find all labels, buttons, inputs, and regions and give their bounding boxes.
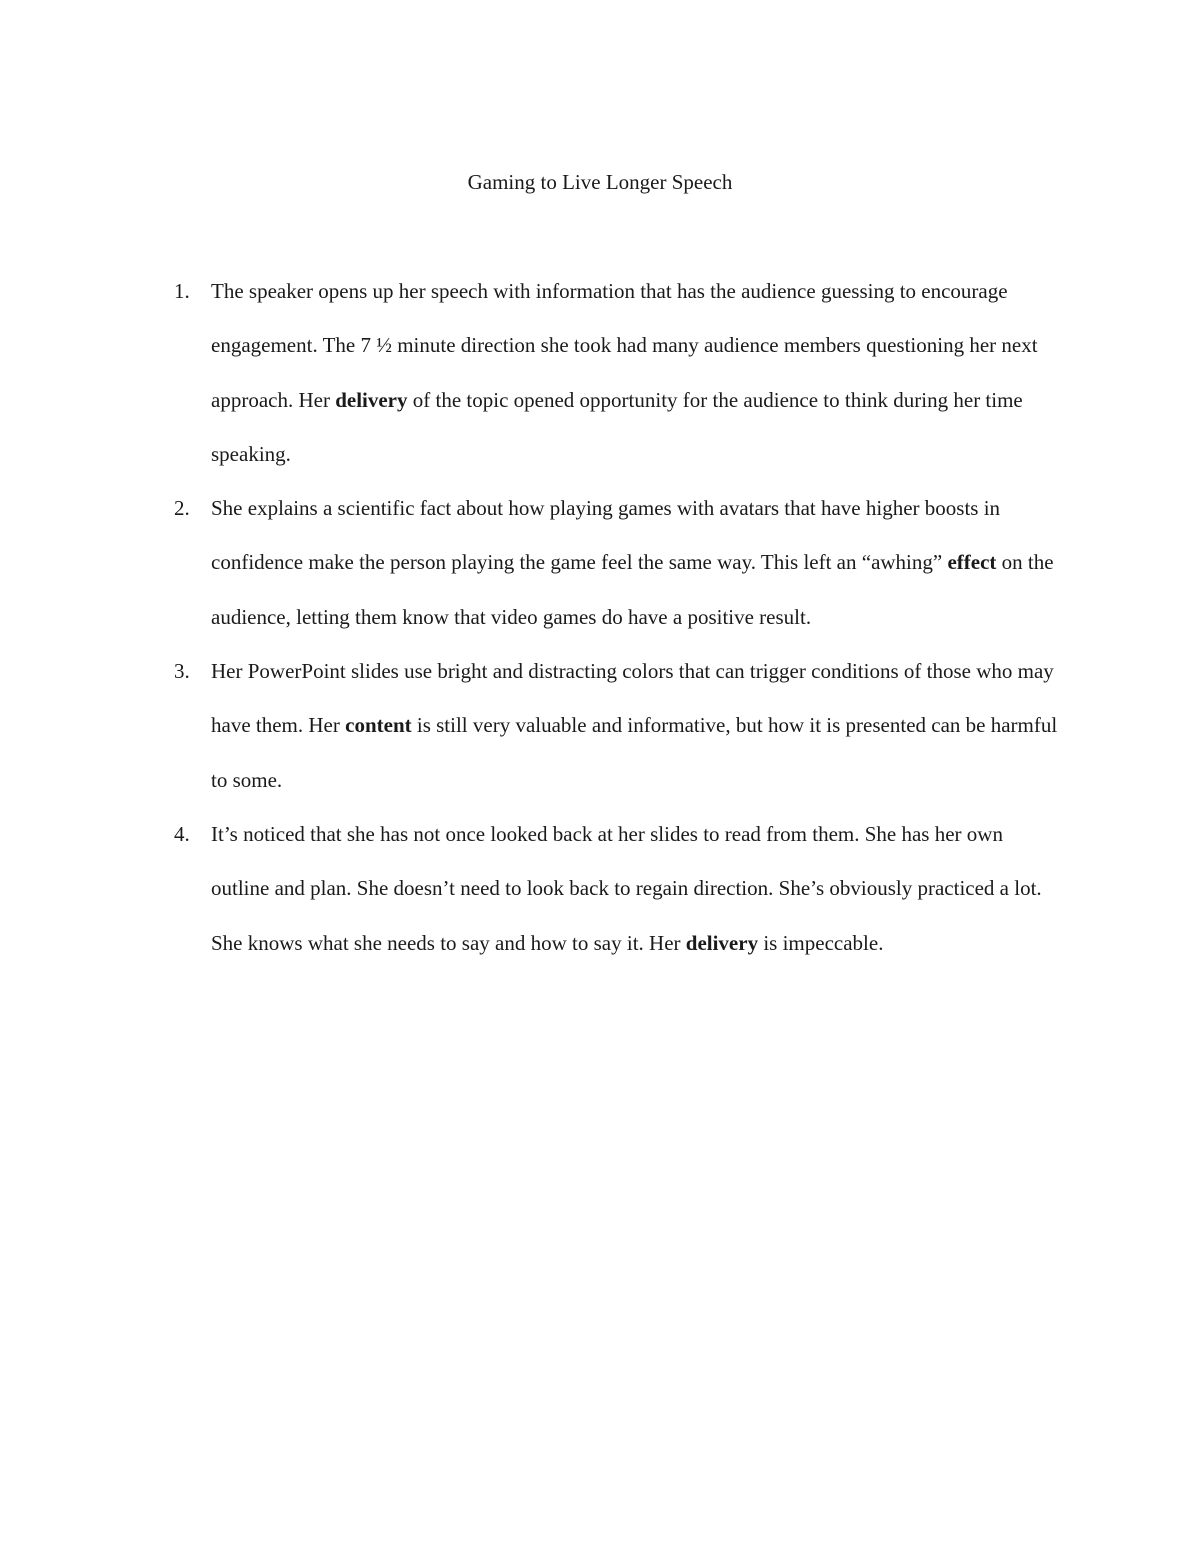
- list-item-text: [211, 659, 1057, 792]
- list-item: [0, 481, 1061, 644]
- list-item: [0, 644, 1061, 807]
- text-segment: It’s noticed that she has not once looked back at her slides to read from them. She has her own outline and plan. She doesn’t need to look back to regain direction. She’s obviously practiced a lot. She knows what she needs to say and how to say it. Her: [211, 821, 1042, 955]
- list-item-number: 3.: [174, 659, 190, 684]
- text-segment: of the topic opened opportunity for the audience to think during her time speaking.: [211, 387, 1023, 466]
- list-item-text: [211, 822, 1042, 955]
- list-item-number: 4.: [174, 821, 190, 846]
- document-title: Gaming to Live Longer Speech: [467, 170, 733, 194]
- list-item-text: [211, 279, 1038, 466]
- bold-keyword: delivery: [335, 387, 408, 412]
- text-segment: The speaker opens up her speech with information that has the audience guessing to encourage engagement. The 7 ½ minute direction she took had many audience members questioning her next approach. Her: [211, 279, 1038, 412]
- list-item: [0, 264, 1061, 481]
- list-item-number: 2.: [174, 496, 190, 521]
- text-segment: is still very valuable and informative, but how it is presented can be harmful to some.: [211, 713, 1058, 792]
- text-segment: is impeccable.: [758, 930, 884, 955]
- list-item-number: 1.: [174, 279, 190, 303]
- list-item: [0, 807, 1061, 970]
- text-segment: on the audience, letting them know that video games do have a positive result.: [211, 550, 1054, 629]
- bold-keyword: content: [345, 713, 412, 738]
- list-item-text: [211, 496, 1054, 629]
- bold-keyword: effect: [947, 550, 997, 575]
- numbered-list: [0, 264, 1200, 970]
- text-segment: Her PowerPoint slides use bright and distracting colors that can trigger conditions of those who may have them. Her: [211, 659, 1054, 738]
- text-segment: She explains a scientific fact about how playing games with avatars that have higher boosts in confidence make the person playing the game feel the same way. This left an “awhing”: [211, 496, 1001, 575]
- bold-keyword: delivery: [685, 930, 759, 955]
